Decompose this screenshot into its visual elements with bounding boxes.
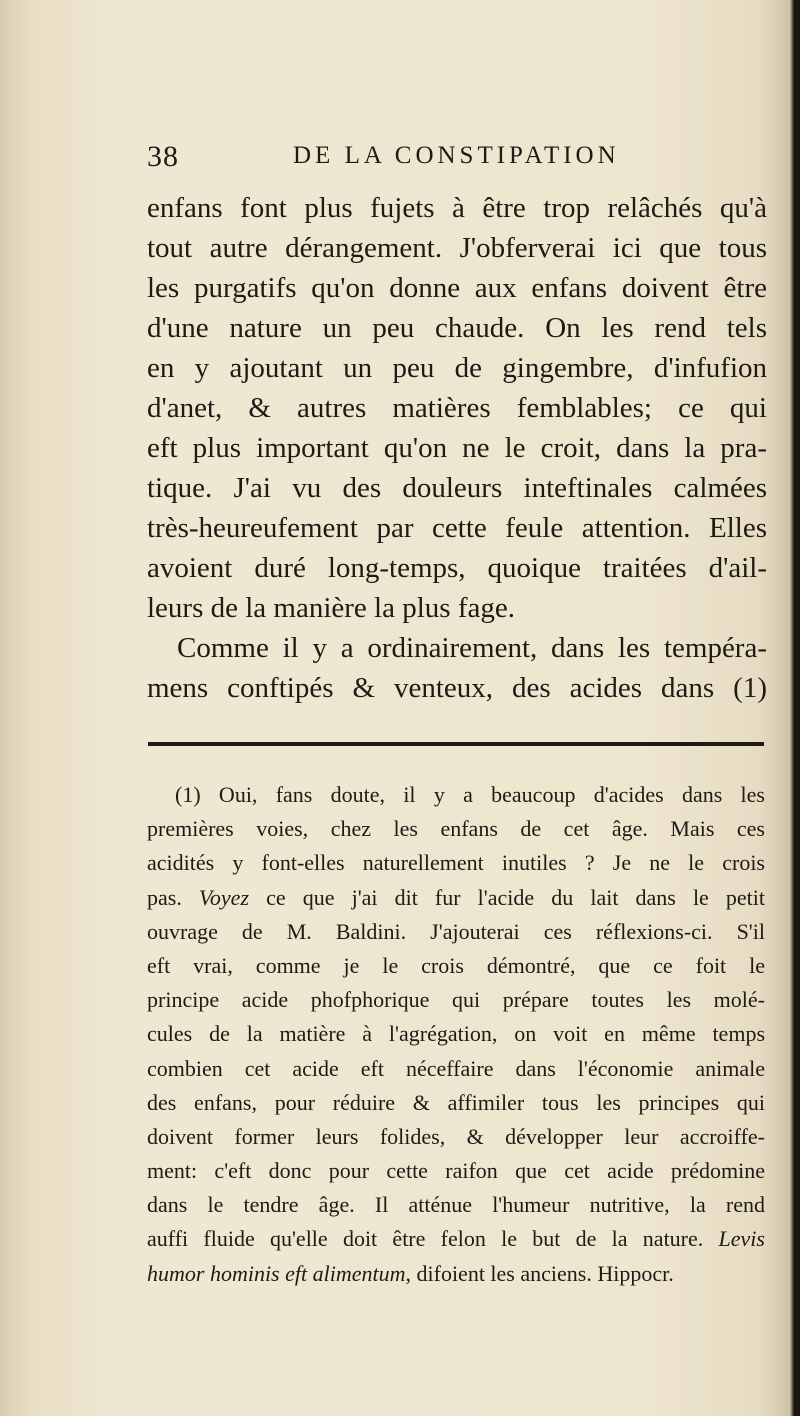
footnote-line: des enfans, pour réduire & affimiler tous les principes qui (147, 1089, 765, 1115)
footnote-line: cules de la matière à l'agrégation, on voit en même temps (147, 1021, 765, 1047)
page-number: 38 (147, 140, 179, 173)
text-line: d'une nature un peu chaude. On les rend tels (147, 312, 767, 344)
text-line: enfans font plus fujets à être trop relâchés qu'à (147, 192, 767, 224)
footnote-line: dans le tendre âge. Il atténue l'humeur nutritive, la rend (147, 1192, 765, 1218)
footnote-line (147, 881, 765, 915)
text-line: avoient duré long-temps, quoique traitées d'ail- (147, 552, 767, 584)
text-line: Comme il y a ordinairement, dans les tempéra- (177, 632, 767, 664)
text-line: tique. J'ai vu des douleurs inteftinales calmées (147, 472, 767, 504)
running-head (147, 140, 767, 180)
text-line: très-heureufement par cette feule attention. Elles (147, 512, 767, 544)
footnote-text: ce que j'ai dit fur l'acide du lait dans le petit (266, 884, 765, 910)
footnote-line (147, 1222, 765, 1256)
footnote-text: auffi fluide qu'elle doit être felon le but de la nature. (147, 1226, 704, 1252)
footnote-line: principe acide phofphorique qui prépare toutes les molé- (147, 987, 765, 1013)
footnote (147, 778, 765, 1291)
footnote-line: ment: c'eft donc pour cette raifon que cet acide prédomine (147, 1158, 765, 1184)
text-line: en y ajoutant un peu de gingembre, d'infufion (147, 352, 767, 384)
text-line: tout autre dérangement. J'obferverai ici que tous (147, 232, 767, 264)
footnote-line: doivent former leurs folides, & développer leur accroiffe- (147, 1123, 765, 1149)
text-line: d'anet, & autres matières femblables; ce qui (147, 392, 767, 424)
footnote-italic-text: humor hominis eft alimentum (147, 1260, 406, 1286)
main-text (147, 188, 767, 708)
footnote-line: combien cet acide eft néceffaire dans l'économie animale (147, 1055, 765, 1081)
footnote-line: premières voies, chez les enfans de cet âge. Mais ces (147, 816, 765, 842)
text-line: eft plus important qu'on ne le croit, dans la pra- (147, 432, 767, 464)
text-line: mens conftipés & venteux, des acides dans (1) (147, 672, 767, 704)
footnote-line (147, 1257, 765, 1291)
footnote-line: ouvrage de M. Baldini. J'ajouterai ces réflexions-ci. S'il (147, 918, 765, 944)
footnote-line: eft vrai, comme je le crois démontré, que ce foit le (147, 952, 765, 978)
running-title: DE LA CONSTIPATION (293, 142, 620, 169)
footnote-italic-text: Voyez (198, 884, 250, 910)
footnote-text: , difoient les anciens. Hippocr. (405, 1260, 674, 1286)
text-line: les purgatifs qu'on donne aux enfans doivent être (147, 272, 767, 304)
footnote-rule (148, 742, 764, 746)
text-line: leurs de la manière la plus fage. (147, 592, 515, 624)
footnote-italic-text: Levis (718, 1226, 765, 1252)
footnote-line: (1) Oui, fans doute, il y a beaucoup d'acides dans les (175, 782, 765, 807)
footnote-line: acidités y font-elles naturellement inutiles ? Je ne le crois (147, 850, 765, 876)
footnote-text: pas. (147, 884, 182, 910)
